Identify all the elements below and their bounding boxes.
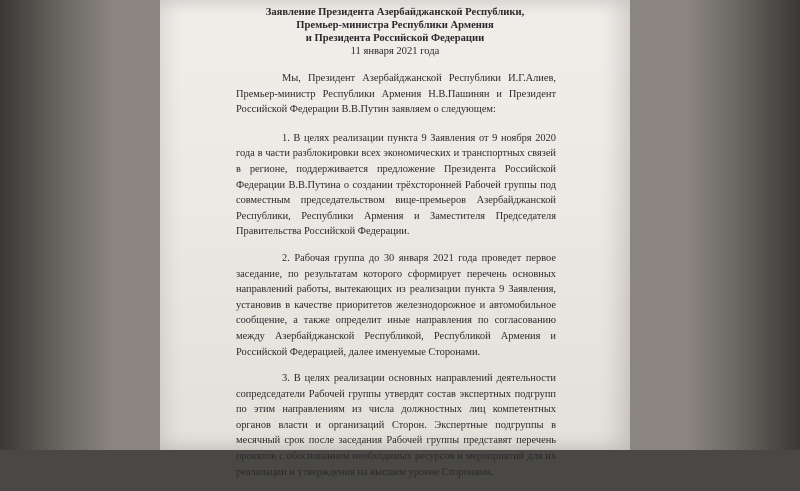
paragraph-intro: Мы, Президент Азербайджанской Республики И.Г.Алиев, Премьер-министр Республики Армения Н.В.Пашинян и Президент Российской Федерации В.В.Путин заявляем о следующем:: [236, 73, 556, 116]
document-header: [160, 6, 630, 58]
document-title-line-1: Заявление Президента Азербайджанской Республики,: [265, 7, 525, 18]
paragraph-2: 2. Рабочая группа до 30 января 2021 года проведет первое заседание, по результатам которого сформирует перечень основных направлений работы, вытекающих из реализации пункта 9 Заявления, установив в качестве приоритетов железнодорожное и автомобильное сообщение, а также определит иные направления по согласованию между Азербайджанской Республикой, Республикой Армения и Российской Федерацией, далее именуемые Сторонами.: [236, 252, 556, 358]
paragraph-3: 3. В целях реализации основных направлений деятельности сопредседатели Рабочей группы утвердят состав экспертных подгрупп по этим направлениям из числа должностных лиц компетентных органов власти и организаций Сторон. Экспертные подгруппы в месячный срок после заседания Рабочей группы представят перечень проектов с обоснованием необходимых ресурсов и мероприятий для их реализации и утверждения на высшем уровне Сторонами.: [236, 373, 556, 478]
document-page: [160, 0, 630, 478]
document-body: [236, 71, 556, 491]
paragraph-1: 1. В целях реализации пункта 9 Заявления от 9 ноября 2020 года в части разблокировки всех экономических и транспортных связей в регионе, поддерживается предложение Президента Российской Федерации В.В.Путина о создании трёхсторонней Рабочей группы под совместным председательством вице-премьеров Азербайджанской Республики, Республики Армения и Заместителя Председателя Правительства Российской Федерации.: [236, 132, 556, 238]
document-title-line-2: Премьер-министра Республики Армения: [296, 20, 494, 31]
document-date: 11 января 2021 года: [350, 46, 440, 57]
document-title-line-3: и Президента Российской Федерации: [305, 33, 485, 44]
